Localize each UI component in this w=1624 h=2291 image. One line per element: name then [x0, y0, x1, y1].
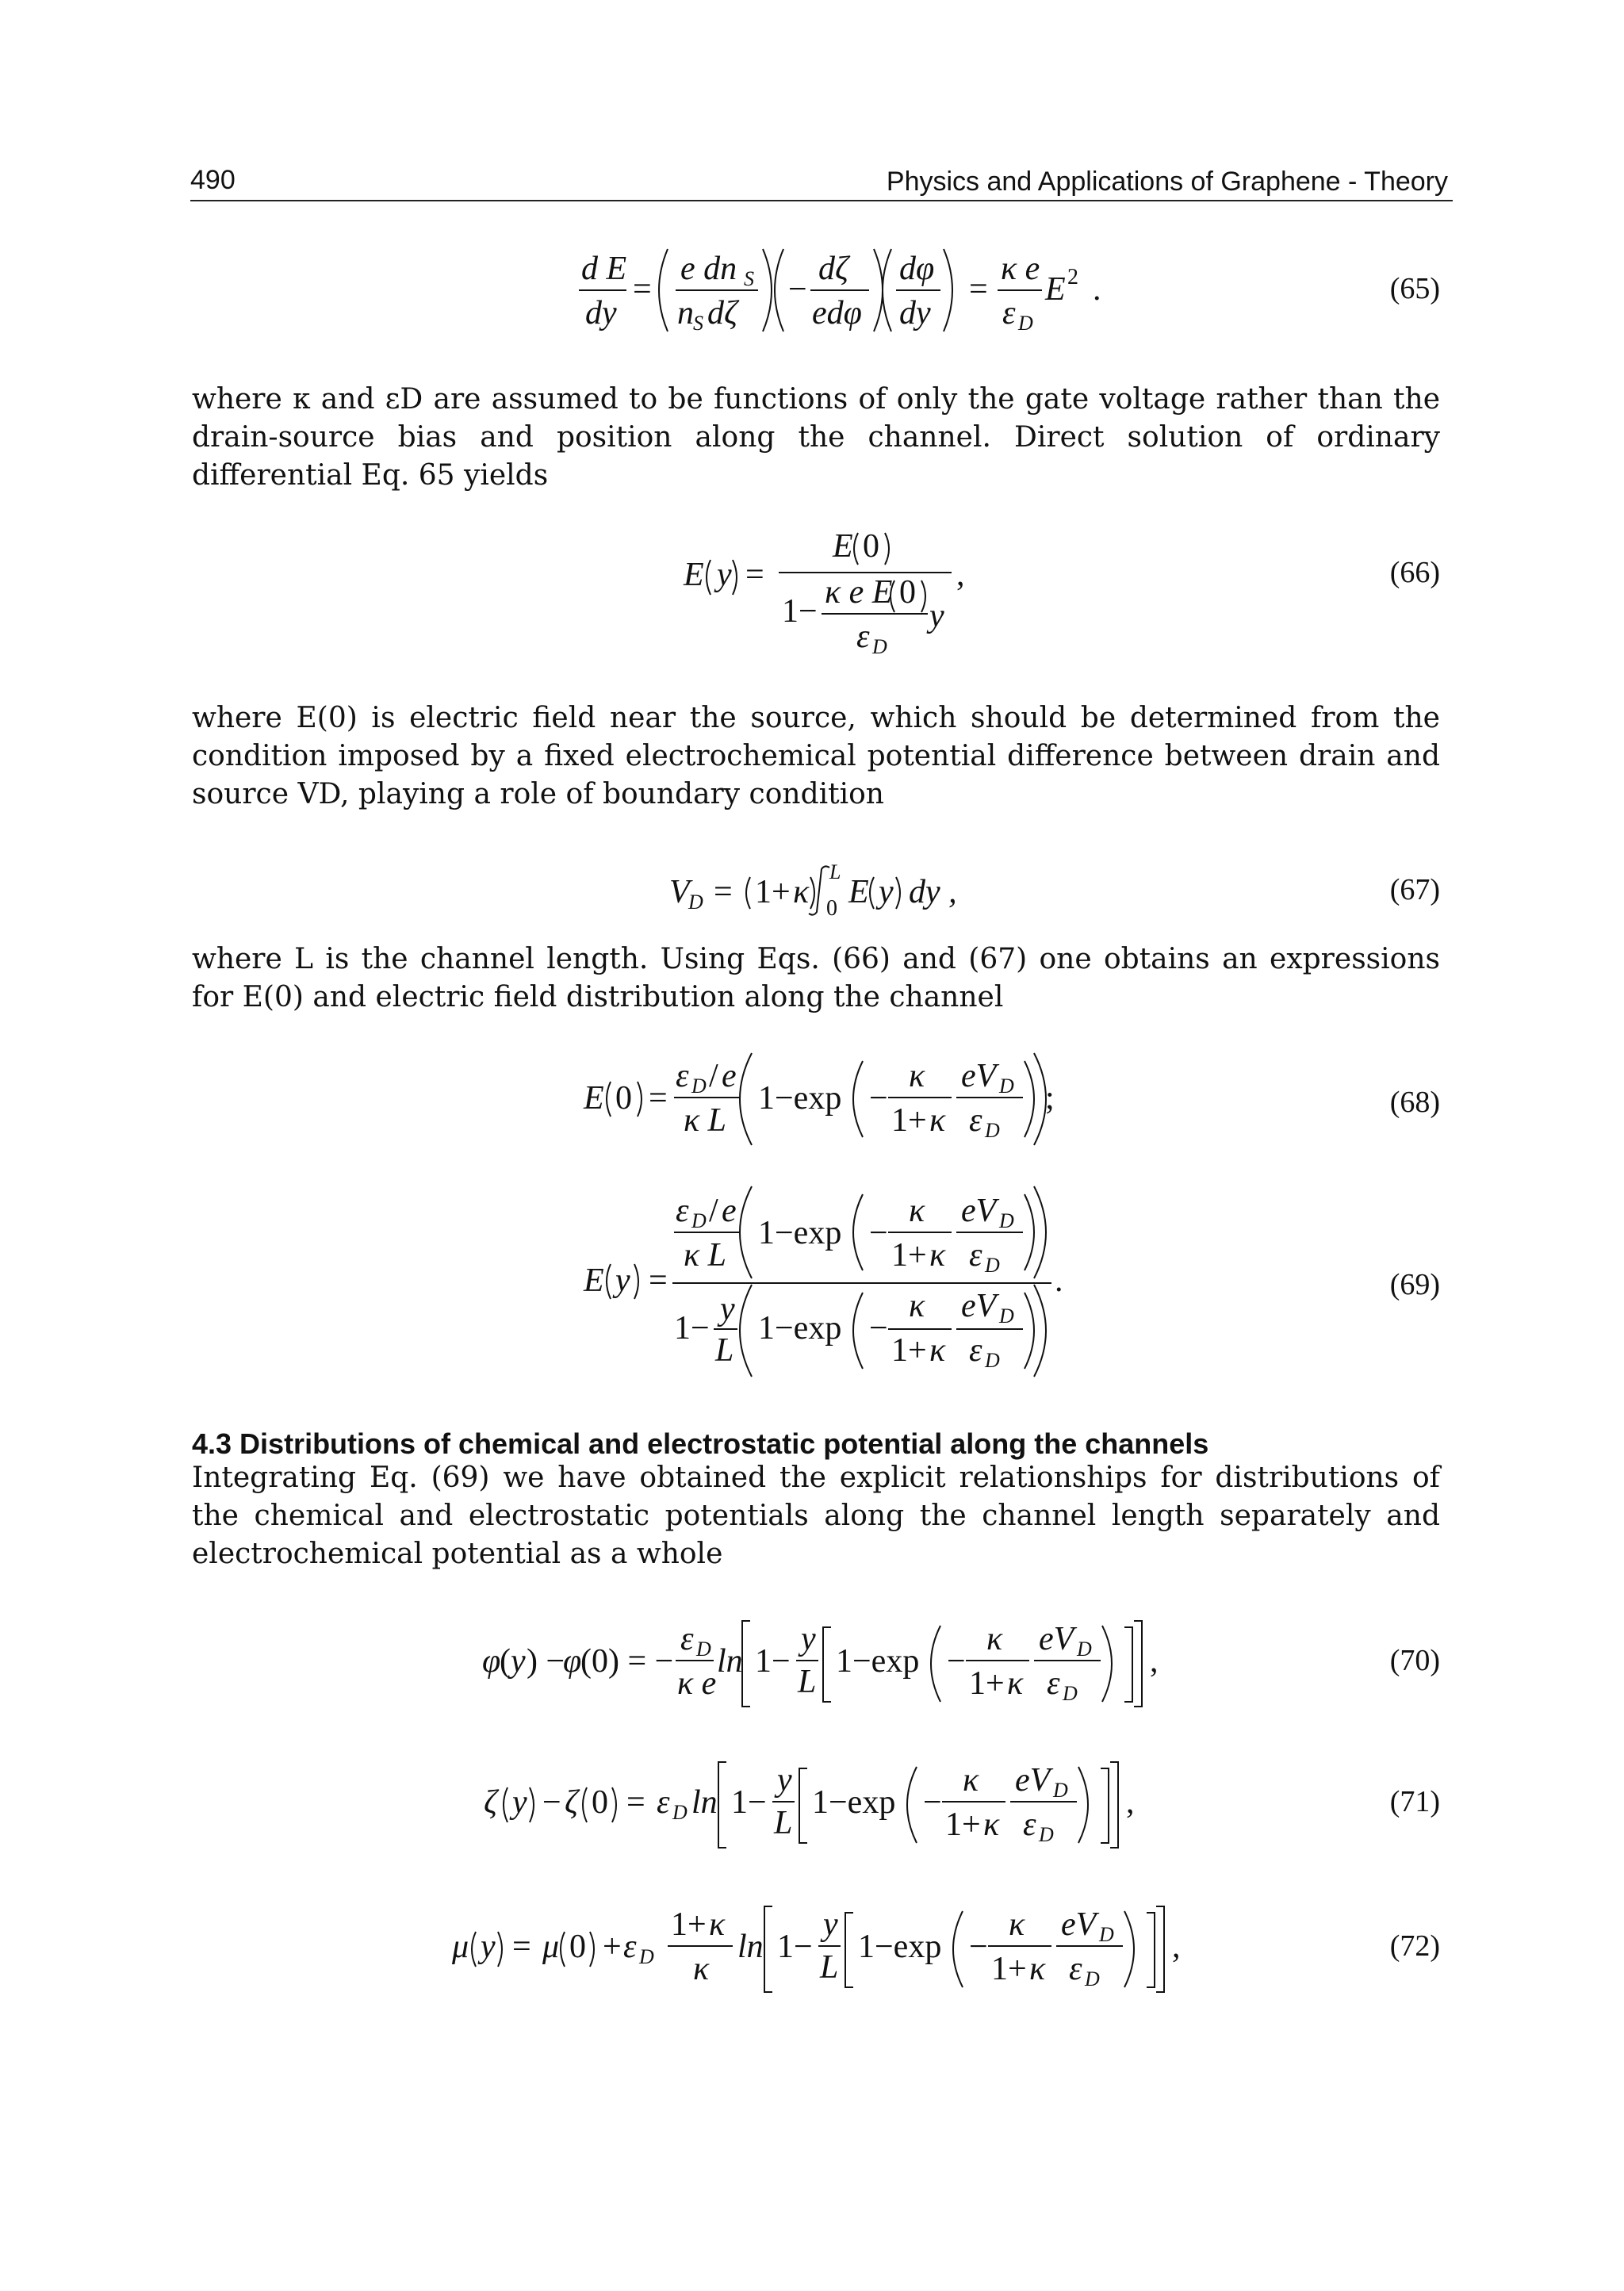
svg-text:D: D [691, 1209, 707, 1232]
svg-text:D: D [1099, 1923, 1114, 1946]
equation-number-70: (70) [1389, 1644, 1440, 1677]
svg-text:ε: ε [1023, 1806, 1036, 1843]
svg-text:eV: eV [1061, 1906, 1097, 1943]
svg-text:;: ; [1045, 1080, 1055, 1117]
svg-text:y: y [879, 874, 894, 910]
svg-text:y: y [777, 1762, 792, 1799]
svg-text:E: E [684, 557, 704, 593]
paragraph-4: Integrating Eq. (69) we have obtained the explicit relationships for distributions of the chemical and electrostatic potentials along the channel length separately and electrochemical potential as a whole [192, 1462, 1440, 1570]
svg-text:D: D [1085, 1967, 1100, 1990]
svg-text:1−: 1− [782, 593, 818, 630]
svg-text:L: L [820, 1949, 839, 1986]
svg-text:−: − [923, 1784, 942, 1821]
equation-number-68: (68) [1389, 1086, 1440, 1119]
svg-text:1−: 1− [755, 1643, 791, 1680]
svg-text:dζ: dζ [818, 251, 849, 287]
svg-text:1+: 1+ [891, 1332, 927, 1369]
svg-text:ε: ε [856, 619, 870, 655]
svg-text:1−exp: 1−exp [758, 1080, 842, 1117]
svg-text:ln: ln [737, 1929, 764, 1965]
paragraph-2: where E(0) is electric field near the source, which should be determined from the condition imposed by a fixed electrochemical potential difference between drain and source VD, playing a role of boundary condition [192, 702, 1440, 810]
svg-text:D: D [1018, 312, 1033, 335]
svg-text:κ e: κ e [1001, 251, 1040, 287]
svg-text:D: D [1053, 1779, 1068, 1802]
svg-text:D: D [985, 1254, 1000, 1277]
svg-text:1−exp: 1−exp [836, 1643, 920, 1680]
equation-number-69: (69) [1389, 1268, 1440, 1301]
svg-text:1−exp: 1−exp [858, 1929, 942, 1965]
svg-text:) −: ) − [527, 1643, 565, 1680]
running-title: Physics and Applications of Graphene - Theory [886, 167, 1448, 197]
svg-text:,: , [1172, 1929, 1181, 1965]
svg-text:ε: ε [969, 1102, 982, 1139]
svg-text:y: y [801, 1621, 816, 1657]
svg-text:eV: eV [961, 1193, 997, 1229]
svg-text:0: 0 [899, 574, 916, 611]
svg-text:−: − [788, 271, 807, 308]
svg-text:ε: ε [657, 1784, 670, 1821]
svg-text:κ: κ [909, 1193, 925, 1229]
equation-number-65: (65) [1389, 272, 1440, 305]
svg-text:.: . [1093, 271, 1101, 308]
svg-text:κ: κ [693, 1951, 710, 1987]
svg-text:κ: κ [1029, 1951, 1046, 1987]
equation-66 [0, 523, 1624, 666]
svg-text:D: D [691, 1075, 707, 1098]
svg-text:=: = [626, 1784, 645, 1821]
svg-text:y: y [823, 1906, 838, 1943]
svg-text:eV: eV [1015, 1762, 1051, 1799]
svg-text:1−exp: 1−exp [758, 1215, 842, 1251]
svg-text:=: = [714, 874, 733, 910]
svg-text:ε: ε [1047, 1665, 1060, 1702]
equation-number-66: (66) [1389, 556, 1440, 589]
svg-text:dy: dy [899, 295, 931, 331]
svg-text:1+: 1+ [891, 1102, 927, 1139]
svg-text:E: E [584, 1080, 604, 1117]
svg-text:φ: φ [563, 1643, 582, 1680]
svg-text:D: D [1063, 1682, 1078, 1705]
svg-text:D: D [1077, 1638, 1092, 1661]
svg-text:D: D [999, 1304, 1014, 1327]
svg-text:1+: 1+ [969, 1665, 1005, 1702]
equation-number-67: (67) [1389, 873, 1440, 906]
svg-text:1−exp: 1−exp [758, 1310, 842, 1347]
svg-text:e dn: e dn [680, 251, 737, 287]
svg-text:,: , [1150, 1643, 1159, 1680]
svg-text:=: = [745, 557, 764, 593]
section-heading: 4.3 Distributions of chemical and electrostatic potential along the channels [192, 1427, 1209, 1460]
svg-text:S: S [693, 312, 703, 335]
svg-text:y: y [720, 1291, 735, 1327]
svg-text:κ: κ [793, 874, 810, 910]
svg-text:κ L: κ L [684, 1237, 727, 1274]
svg-text:0: 0 [863, 528, 879, 565]
svg-text:κ: κ [983, 1806, 1000, 1843]
svg-text:L: L [715, 1332, 734, 1369]
svg-text:κ L: κ L [684, 1102, 727, 1139]
svg-text:D: D [985, 1349, 1000, 1372]
svg-text:φ: φ [482, 1643, 501, 1680]
svg-text:L: L [829, 860, 841, 883]
svg-text:1−exp: 1−exp [812, 1784, 896, 1821]
paragraph-1: where κ and εD are assumed to be functions of only the gate voltage rather than the drain-source bias and position along the channel. Direct solution of ordinary differential Eq. 65 yields [192, 383, 1440, 492]
svg-text:ln: ln [691, 1784, 718, 1821]
svg-text:1−: 1− [674, 1310, 710, 1347]
svg-text:,: , [1126, 1784, 1135, 1821]
equation-70 [0, 1610, 1624, 1713]
equation-67 [0, 856, 1624, 920]
svg-text:ln: ln [717, 1643, 743, 1680]
svg-text:κ: κ [909, 1058, 925, 1094]
svg-text:edφ: edφ [812, 295, 862, 331]
svg-text:μ: μ [542, 1929, 560, 1965]
svg-text:−: − [869, 1310, 888, 1347]
svg-text:e: e [722, 1193, 737, 1229]
svg-text:κ: κ [909, 1288, 925, 1324]
svg-text:κ: κ [986, 1621, 1003, 1657]
svg-text:=: = [633, 271, 652, 308]
svg-text:D: D [672, 1801, 688, 1824]
svg-text:ζ: ζ [484, 1784, 498, 1821]
svg-text:κ: κ [1007, 1665, 1024, 1702]
svg-text:dφ: dφ [899, 251, 935, 287]
svg-text:y: y [512, 1784, 527, 1821]
svg-text:dζ: dζ [707, 295, 738, 331]
svg-text:y: y [615, 1262, 630, 1299]
svg-text:ε: ε [676, 1193, 689, 1229]
svg-text:E: E [833, 528, 853, 565]
svg-text:eV: eV [961, 1288, 997, 1324]
svg-text:κ: κ [1009, 1906, 1025, 1943]
svg-text:0: 0 [826, 896, 837, 921]
svg-text:κ: κ [929, 1102, 946, 1139]
svg-text:eV: eV [961, 1058, 997, 1094]
svg-text:ε: ε [676, 1058, 689, 1094]
equation-71 [0, 1751, 1624, 1854]
equation-number-71: (71) [1389, 1785, 1440, 1818]
svg-text:y: y [717, 557, 732, 593]
svg-text:eV: eV [1039, 1621, 1074, 1657]
svg-text:κ: κ [929, 1332, 946, 1369]
svg-text:ε: ε [969, 1332, 982, 1369]
page-header [190, 165, 1453, 201]
svg-text:−: − [869, 1215, 888, 1251]
svg-text:/: / [709, 1193, 718, 1229]
svg-text:1+: 1+ [755, 874, 791, 910]
equation-68 [0, 1045, 1624, 1156]
svg-text:(: ( [500, 1643, 511, 1680]
svg-text:ε: ε [623, 1929, 637, 1965]
svg-text:V: V [669, 874, 690, 910]
svg-text:D: D [639, 1945, 654, 1968]
svg-text:=: = [969, 271, 988, 308]
svg-text:S: S [744, 267, 754, 290]
svg-text:=: = [512, 1929, 531, 1965]
equation-65 [0, 238, 1624, 341]
svg-text:κ: κ [963, 1762, 979, 1799]
svg-text:D: D [999, 1075, 1014, 1098]
svg-text:−: − [869, 1080, 888, 1117]
svg-text:dy: dy [585, 295, 617, 331]
equation-69 [0, 1180, 1624, 1386]
svg-text:0: 0 [569, 1929, 586, 1965]
svg-text:L: L [798, 1664, 817, 1700]
paragraph-3: where L is the channel length. Using Eqs. (66) and (67) one obtains an expressions for E(0) and electric field distribution along the channel [192, 943, 1440, 1013]
svg-text:E: E [1045, 271, 1066, 308]
svg-text:n: n [677, 295, 694, 331]
svg-text:ε: ε [969, 1237, 982, 1274]
svg-text:0: 0 [592, 1784, 608, 1821]
svg-text:L: L [774, 1805, 793, 1841]
svg-text:=: = [649, 1080, 668, 1117]
svg-text:,: , [956, 557, 965, 593]
svg-text:κ: κ [709, 1906, 726, 1943]
svg-text:y: y [929, 598, 944, 634]
svg-text:ε: ε [680, 1621, 694, 1657]
svg-text:E: E [848, 874, 869, 910]
svg-text:.: . [1055, 1262, 1063, 1299]
svg-text:D: D [872, 635, 887, 658]
svg-text:E: E [584, 1262, 604, 1299]
svg-text:κ: κ [929, 1237, 946, 1274]
svg-text:(0) = −: (0) = − [580, 1643, 674, 1680]
svg-text:−: − [947, 1643, 966, 1680]
svg-text:dy ,: dy , [909, 874, 957, 910]
svg-text:1−: 1− [731, 1784, 767, 1821]
svg-text:y: y [481, 1929, 496, 1965]
svg-text:=: = [649, 1262, 668, 1299]
svg-text:κ e E: κ e E [825, 574, 893, 611]
svg-text:μ: μ [452, 1929, 469, 1965]
svg-text:1−: 1− [777, 1929, 813, 1965]
svg-text:e: e [722, 1058, 737, 1094]
svg-text:D: D [688, 891, 703, 914]
svg-text:ε: ε [1069, 1951, 1082, 1987]
svg-text:1+: 1+ [671, 1906, 707, 1943]
equation-number-72: (72) [1389, 1929, 1440, 1963]
svg-text:/: / [709, 1058, 718, 1094]
svg-text:y: y [511, 1643, 526, 1680]
svg-text:1+: 1+ [945, 1806, 981, 1843]
page-number: 490 [190, 165, 236, 195]
svg-text:−: − [542, 1784, 561, 1821]
svg-text:D: D [696, 1638, 711, 1661]
svg-text:2: 2 [1067, 265, 1078, 289]
svg-text:1+: 1+ [991, 1951, 1027, 1987]
svg-text:κ e: κ e [677, 1665, 717, 1702]
svg-text:d E: d E [581, 251, 627, 287]
svg-text:D: D [999, 1209, 1014, 1232]
svg-text:D: D [985, 1119, 1000, 1142]
equation-72 [0, 1895, 1624, 1998]
svg-text:ζ: ζ [565, 1784, 579, 1821]
svg-text:1+: 1+ [891, 1237, 927, 1274]
svg-text:−: − [969, 1929, 988, 1965]
svg-text:D: D [1039, 1823, 1054, 1846]
svg-text:ε: ε [1002, 295, 1016, 331]
svg-text:+: + [603, 1929, 622, 1965]
svg-text:0: 0 [615, 1080, 632, 1117]
